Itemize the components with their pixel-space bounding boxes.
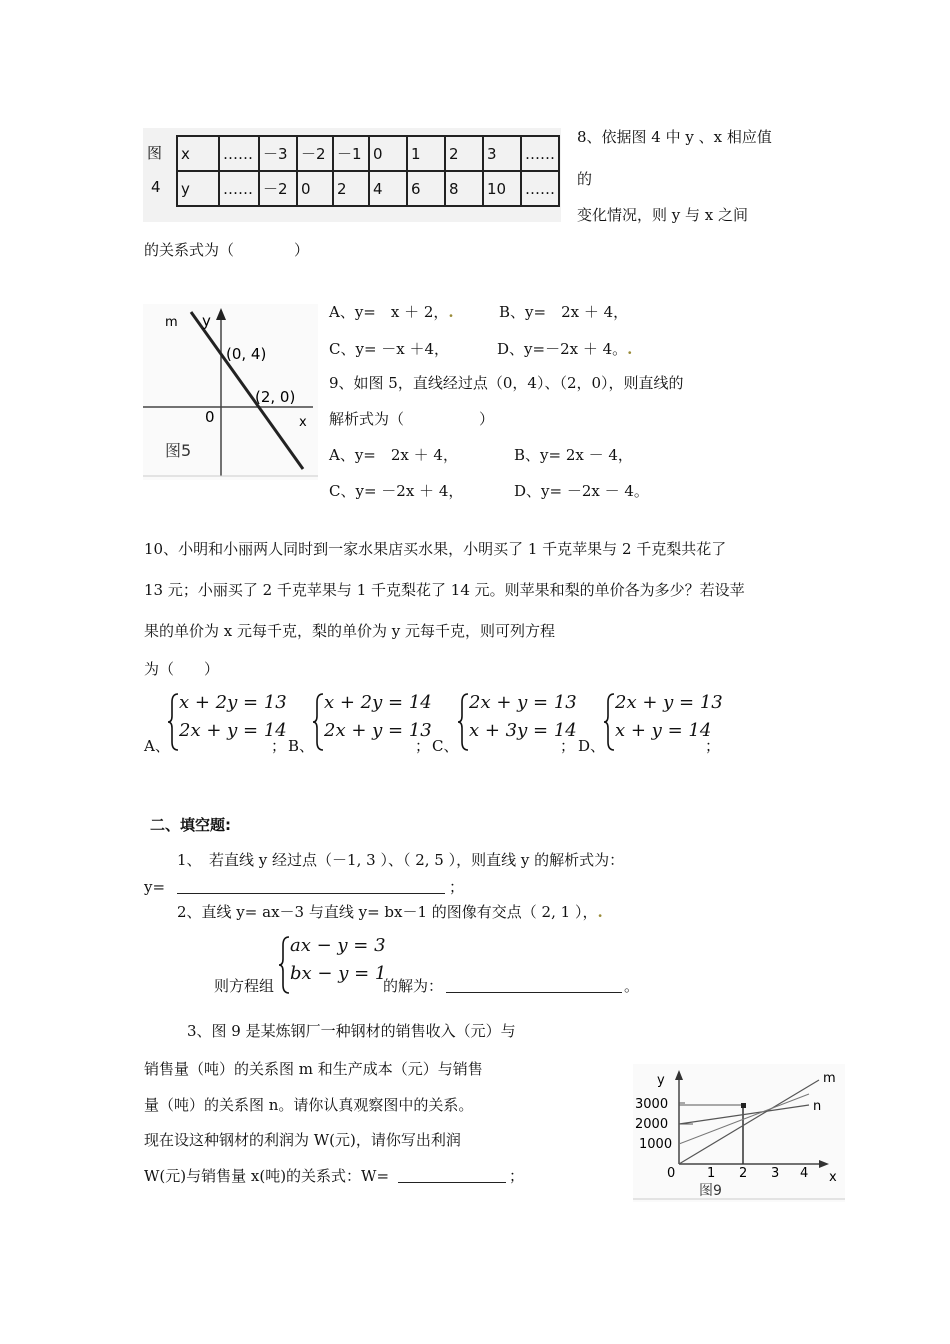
table-cell: 6 bbox=[407, 171, 445, 206]
x-tick-2: 2 bbox=[739, 1166, 748, 1181]
equation-1: x + 2y = 14 bbox=[324, 692, 432, 713]
x-tick-1: 1 bbox=[707, 1166, 716, 1181]
figure-9-caption: 图9 bbox=[699, 1183, 722, 1199]
fill-1-suffix: ； bbox=[449, 878, 465, 896]
fill-2-prefix: 则方程组 bbox=[214, 977, 275, 995]
table-cell: 0 bbox=[369, 136, 407, 171]
table-cell: 3 bbox=[483, 136, 521, 171]
fill-2-text-main: 2、直线 y= ax－3 与直线 y= bx－1 的图像有交点（ 2, 1 ）， bbox=[177, 903, 598, 921]
q10-option-a-label: A、 bbox=[144, 737, 170, 755]
fill-3-suffix: ； bbox=[509, 1167, 525, 1185]
y-tick-3000: 3000 bbox=[635, 1097, 669, 1112]
q10-text-line2: 13 元；小丽买了 2 千克苹果与 1 千克梨花了 14 元。则苹果和梨的单价各为多少？若设苹 bbox=[144, 581, 745, 599]
equation-1: x + 2y = 13 bbox=[179, 692, 287, 713]
fill-3-text-line2: 销售量（吨）的关系图 m 和生产成本（元）与销售 bbox=[144, 1060, 483, 1078]
q9-option-d: D、y= －2x － 4。 bbox=[514, 482, 649, 500]
q10-option-d-system bbox=[604, 692, 723, 752]
table-cell: －1 bbox=[333, 136, 369, 171]
q8-text-line2: 的 bbox=[577, 170, 593, 188]
table-cell: －3 bbox=[259, 136, 297, 171]
fill-3-text-line1: 3、图 9 是某炼钢厂一种钢材的销售收入（元）与 bbox=[187, 1022, 516, 1040]
q8-option-d: D、y=－2x ＋ 4。. bbox=[497, 340, 633, 358]
y-tick-1000: 1000 bbox=[639, 1137, 673, 1152]
q10-option-c-label: C、 bbox=[432, 737, 459, 755]
section-2-title: 二、填空题: bbox=[150, 816, 231, 834]
fill-3-text-line3: 量（吨）的关系图 n。请你认真观察图中的关系。 bbox=[144, 1096, 474, 1114]
y-tick-2000: 2000 bbox=[635, 1117, 669, 1132]
fill-2-system bbox=[279, 935, 387, 995]
table-cell: 2 bbox=[333, 171, 369, 206]
point-label-2-0: (2, 0) bbox=[255, 388, 296, 406]
table-cell: y bbox=[177, 171, 219, 206]
figure-5-caption: 图5 bbox=[165, 441, 192, 460]
q8-text-line3: 变化情况，则 y 与 x 之间 bbox=[577, 206, 749, 224]
equation-2: bx − y = 1 bbox=[290, 963, 387, 984]
fill-3-answer-blank[interactable] bbox=[398, 1182, 506, 1183]
table-cell: 8 bbox=[445, 171, 483, 206]
q8-text-line1: 8、依据图 4 中 y 、x 相应值 bbox=[577, 128, 772, 146]
intersection-point bbox=[741, 1103, 746, 1108]
equation-1: ax − y = 3 bbox=[290, 935, 386, 956]
q8-text-line4: 的关系式为（ ） bbox=[144, 241, 310, 259]
q8-option-a-text: A、y= x ＋ 2， bbox=[329, 303, 449, 321]
fill-2-answer-blank[interactable] bbox=[446, 992, 622, 993]
table-row-y bbox=[177, 171, 559, 206]
m-label: m bbox=[165, 315, 178, 330]
fill-1-prefix: y= bbox=[144, 878, 166, 896]
x-tick-3: 3 bbox=[771, 1166, 780, 1181]
figure-4-caption-bottom: 4 bbox=[151, 178, 161, 196]
table-cell: －2 bbox=[297, 136, 333, 171]
point-label-0-4: (0, 4) bbox=[226, 345, 267, 363]
q8-option-c: C、y= －x ＋4， bbox=[329, 340, 450, 358]
q8-option-b: B、y= 2x ＋ 4， bbox=[499, 303, 629, 321]
origin-label: 0 bbox=[205, 408, 215, 426]
q8-option-d-text: D、y=－2x ＋ 4。 bbox=[497, 340, 628, 358]
q9-option-b: B、y= 2x － 4， bbox=[514, 446, 633, 464]
figure-4-caption-top: 图 bbox=[147, 144, 163, 162]
y-label: y bbox=[657, 1073, 665, 1088]
q10-option-d-sep: ； bbox=[705, 737, 721, 755]
q9-text-line1: 9、如图 5，直线经过点（0，4）、（2，0），则直线的 bbox=[329, 374, 684, 392]
x-tick-4: 4 bbox=[800, 1166, 809, 1181]
fill-3-text-line4: 现在设这种钢材的利润为 W(元)，请你写出利润 bbox=[144, 1131, 461, 1149]
fill-2-suffix: 。 bbox=[624, 977, 640, 995]
q9-option-c: C、y= －2x ＋ 4， bbox=[329, 482, 464, 500]
table-cell: …… bbox=[219, 171, 259, 206]
fill-2-middle: 的解为： bbox=[383, 977, 444, 995]
equation-1: 2x + y = 13 bbox=[615, 692, 723, 713]
table-cell: …… bbox=[219, 136, 259, 171]
q10-option-b-label: B、 bbox=[288, 737, 315, 755]
q10-text-line3: 果的单价为 x 元每千克，梨的单价为 y 元每千克，则可列方程 bbox=[144, 622, 556, 640]
table-cell: 2 bbox=[445, 136, 483, 171]
q10-text-line1: 10、小明和小丽两人同时到一家水果店买水果，小明买了 1 千克苹果与 2 千克梨共花了 bbox=[144, 540, 727, 558]
table-cell: 0 bbox=[297, 171, 333, 206]
q10-option-c-system bbox=[458, 692, 577, 752]
q10-option-a-system bbox=[168, 692, 287, 752]
q10-option-b-system bbox=[313, 692, 432, 752]
q9-text-line2: 解析式为（ ） bbox=[329, 410, 495, 428]
figure-9-graph bbox=[633, 1064, 845, 1202]
x-label: x bbox=[829, 1170, 837, 1185]
value-table bbox=[176, 135, 560, 207]
q10-option-d-label: D、 bbox=[578, 737, 606, 755]
equation-2: 2x + y = 13 bbox=[324, 720, 432, 741]
table-row-x bbox=[177, 136, 559, 171]
table-cell: x bbox=[177, 136, 219, 171]
m-label: m bbox=[823, 1071, 836, 1086]
equation-1: 2x + y = 13 bbox=[469, 692, 577, 713]
table-cell: 4 bbox=[369, 171, 407, 206]
origin-label: 0 bbox=[667, 1166, 676, 1181]
fill-1-answer-blank[interactable] bbox=[177, 893, 445, 894]
q10-option-b-sep: ； bbox=[415, 737, 431, 755]
fill-3-text-line5: W(元)与销售量 x(吨)的关系式：W= bbox=[144, 1167, 390, 1185]
n-label: n bbox=[813, 1099, 822, 1114]
table-cell: －2 bbox=[259, 171, 297, 206]
equation-2: x + y = 14 bbox=[615, 720, 712, 741]
table-cell: 10 bbox=[483, 171, 521, 206]
q10-option-a-sep: ； bbox=[271, 737, 287, 755]
figure-4-table bbox=[143, 128, 561, 222]
table-cell: …… bbox=[521, 171, 559, 206]
fill-1-text: 1、 若直线 y 经过点（－1, 3 ）、（ 2, 5 ），则直线 y 的解析式为： bbox=[177, 851, 625, 869]
q10-text-line4: 为（ ） bbox=[144, 660, 220, 678]
y-label: y bbox=[202, 312, 211, 330]
q10-option-c-sep: ； bbox=[560, 737, 576, 755]
equation-2: x + 3y = 14 bbox=[469, 720, 577, 741]
q9-option-a: A、y= 2x ＋ 4， bbox=[329, 446, 458, 464]
q8-option-a: A、y= x ＋ 2，. bbox=[329, 303, 454, 321]
table-cell: …… bbox=[521, 136, 559, 171]
equation-2: 2x + y = 14 bbox=[179, 720, 287, 741]
x-label: x bbox=[299, 415, 307, 430]
table-cell: 1 bbox=[407, 136, 445, 171]
fill-2-text: 2、直线 y= ax－3 与直线 y= bx－1 的图像有交点（ 2, 1 ），. bbox=[177, 903, 603, 921]
figure-5-graph bbox=[143, 304, 318, 480]
